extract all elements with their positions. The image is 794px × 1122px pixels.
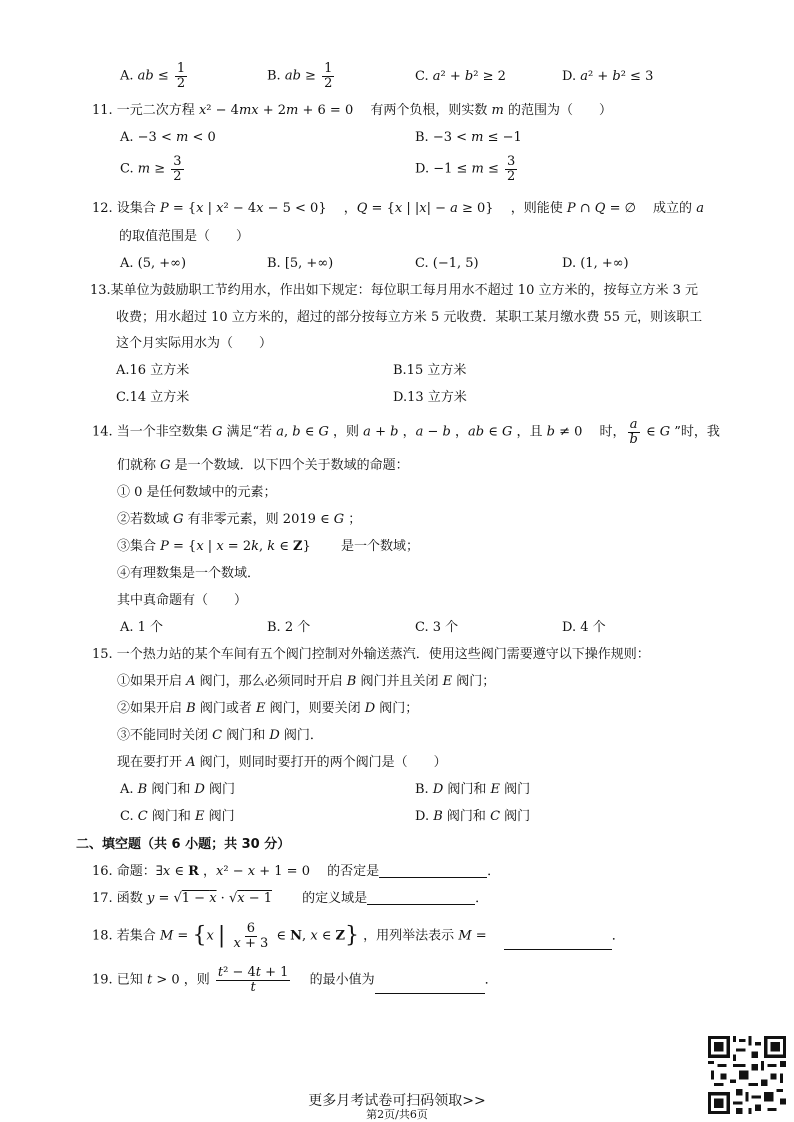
q13-line2: 收费；用水超过 10 立方米的，超过的部分按每立方米 5 元收费．某职工某月缴水费 55 元，则该职工 xyxy=(116,310,703,325)
q10-option-a: A. ab ≤ $\frac{1}{2}$ xyxy=(120,61,186,91)
footer-promo[interactable]: 更多月考试卷可扫码领取>> xyxy=(308,1093,486,1109)
q19-answer-blank[interactable] xyxy=(375,981,485,994)
q12-stem-line1: 12. 设集合 P = {x | x² − 4x − 5 < 0} ，Q = {x | |x| − a ≥ 0} ，则能使 P ∩ Q = ∅ 成立的 a xyxy=(92,201,704,216)
section-2-heading: 二、填空题（共 6 小题；共 30 分） xyxy=(76,837,291,852)
q15-rule-2: ②如果开启 B 阀门或者 E 阀门，则要关闭 D 阀门； xyxy=(117,701,419,716)
q14-option-a: A. 1 个 xyxy=(120,620,164,635)
q11-option-a: A. −3 < m < 0 xyxy=(120,130,216,145)
page-number: 第2页/共6页 xyxy=(366,1108,428,1121)
q13-line1: 13.某单位为鼓励职工节约用水，作出如下规定：每位职工每月用水不超过 10 立方米的，按每立方米 3 元 xyxy=(90,283,699,298)
q15-rule-1: ①如果开启 A 阀门，那么必须同时开启 B 阀门并且关闭 E 阀门； xyxy=(117,674,496,689)
q14-line1: 14. 当一个非空数集 G 满足“若 a, b ∈ G ，则 a + b ，a − b ，ab ∈ G ，且 b ≠ 0 时， $\frac{a}{b}$ ∈ G ”时，我 xyxy=(92,417,720,447)
q12-option-c: C. (−1, 5) xyxy=(415,256,479,271)
q11-option-b: B. −3 < m ≤ −1 xyxy=(415,130,522,145)
q15-line1: 15. 一个热力站的某个车间有五个阀门控制对外输送蒸汽．使用这些阀门需要遵守以下操作规则： xyxy=(92,647,650,662)
q14-option-c: C. 3 个 xyxy=(415,620,459,635)
q14-option-d: D. 4 个 xyxy=(562,620,606,635)
q10-option-d: D. a² + b² ≤ 3 xyxy=(562,69,654,84)
q12-option-a: A. (5, +∞) xyxy=(120,256,187,271)
q12-stem-line2: 的取值范围是（ ） xyxy=(119,229,250,244)
q12-option-b: B. [5, +∞) xyxy=(267,256,334,271)
q15-ask: 现在要打开 A 阀门，则同时要打开的两个阀门是（ ） xyxy=(117,755,447,770)
q14-prop-3: ③集合 P = {x | x = 2k, k ∈ Z} 是一个数域； xyxy=(117,539,419,554)
q10-option-b: B. ab ≥ $\frac{1}{2}$ xyxy=(267,61,333,91)
q10-option-c: C. a² + b² ≥ 2 xyxy=(415,69,506,84)
q14-line2: 们就称 G 是一个数域．以下四个关于数域的命题： xyxy=(117,458,409,473)
q18-answer-blank[interactable] xyxy=(504,937,612,950)
q13-option-b: B.15 立方米 xyxy=(393,363,467,378)
q13-option-d: D.13 立方米 xyxy=(393,390,467,405)
q16-answer-blank[interactable] xyxy=(379,865,487,878)
q17-answer-blank[interactable] xyxy=(367,892,475,905)
q18: 18. 若集合 M = {x | $\frac{6}{x + 3}$ ∈ N, x ∈ Z} ，用列举法表示 M = ． xyxy=(92,921,625,951)
q15-rule-3: ③不能同时关闭 C 阀门和 D 阀门． xyxy=(117,728,323,743)
qr-code-icon[interactable] xyxy=(708,1036,786,1114)
q17: 17. 函数 y = √1 − x · √x − 1 的定义域是 ． xyxy=(92,891,489,906)
q15-option-c: C. C 阀门和 E 阀门 xyxy=(120,809,235,824)
q11-option-c: C. m ≥ $\frac{3}{2}$ xyxy=(120,154,182,184)
q14-prop-2: ②若数域 G 有非零元素，则 2019 ∈ G ； xyxy=(117,512,362,527)
q15-option-d: D. B 阀门和 C 阀门 xyxy=(415,809,531,824)
q16: 16. 命题：∃x ∈ R ，x² − x + 1 = 0 的否定是 ． xyxy=(92,864,501,879)
q13-option-a: A.16 立方米 xyxy=(116,363,190,378)
q14-option-b: B. 2 个 xyxy=(267,620,311,635)
q13-line3: 这个月实际用水为（ ） xyxy=(116,336,273,351)
q12-option-d: D. (1, +∞) xyxy=(562,256,629,271)
q15-option-a: A. B 阀门和 D 阀门 xyxy=(120,782,236,797)
q11-option-d: D. −1 ≤ m ≤ $\frac{3}{2}$ xyxy=(415,154,516,184)
q19: 19. 已知 t > 0 ，则 $\frac{\text{t² − 4t + 1}}{t}$ 的最小值为 ． xyxy=(92,965,498,995)
q15-option-b: B. D 阀门和 E 阀门 xyxy=(415,782,531,797)
q14-ask: 其中真命题有（ ） xyxy=(117,593,248,608)
q13-option-c: C.14 立方米 xyxy=(116,390,190,405)
q14-prop-1: ① 0 是任何数域中的元素； xyxy=(117,485,277,500)
q11-stem: 11. 一元二次方程 x² − 4mx + 2m + 6 = 0 有两个负根，则实数 m 的范围为（ ） xyxy=(92,103,612,118)
q14-prop-4: ④有理数集是一个数域． xyxy=(117,566,261,581)
